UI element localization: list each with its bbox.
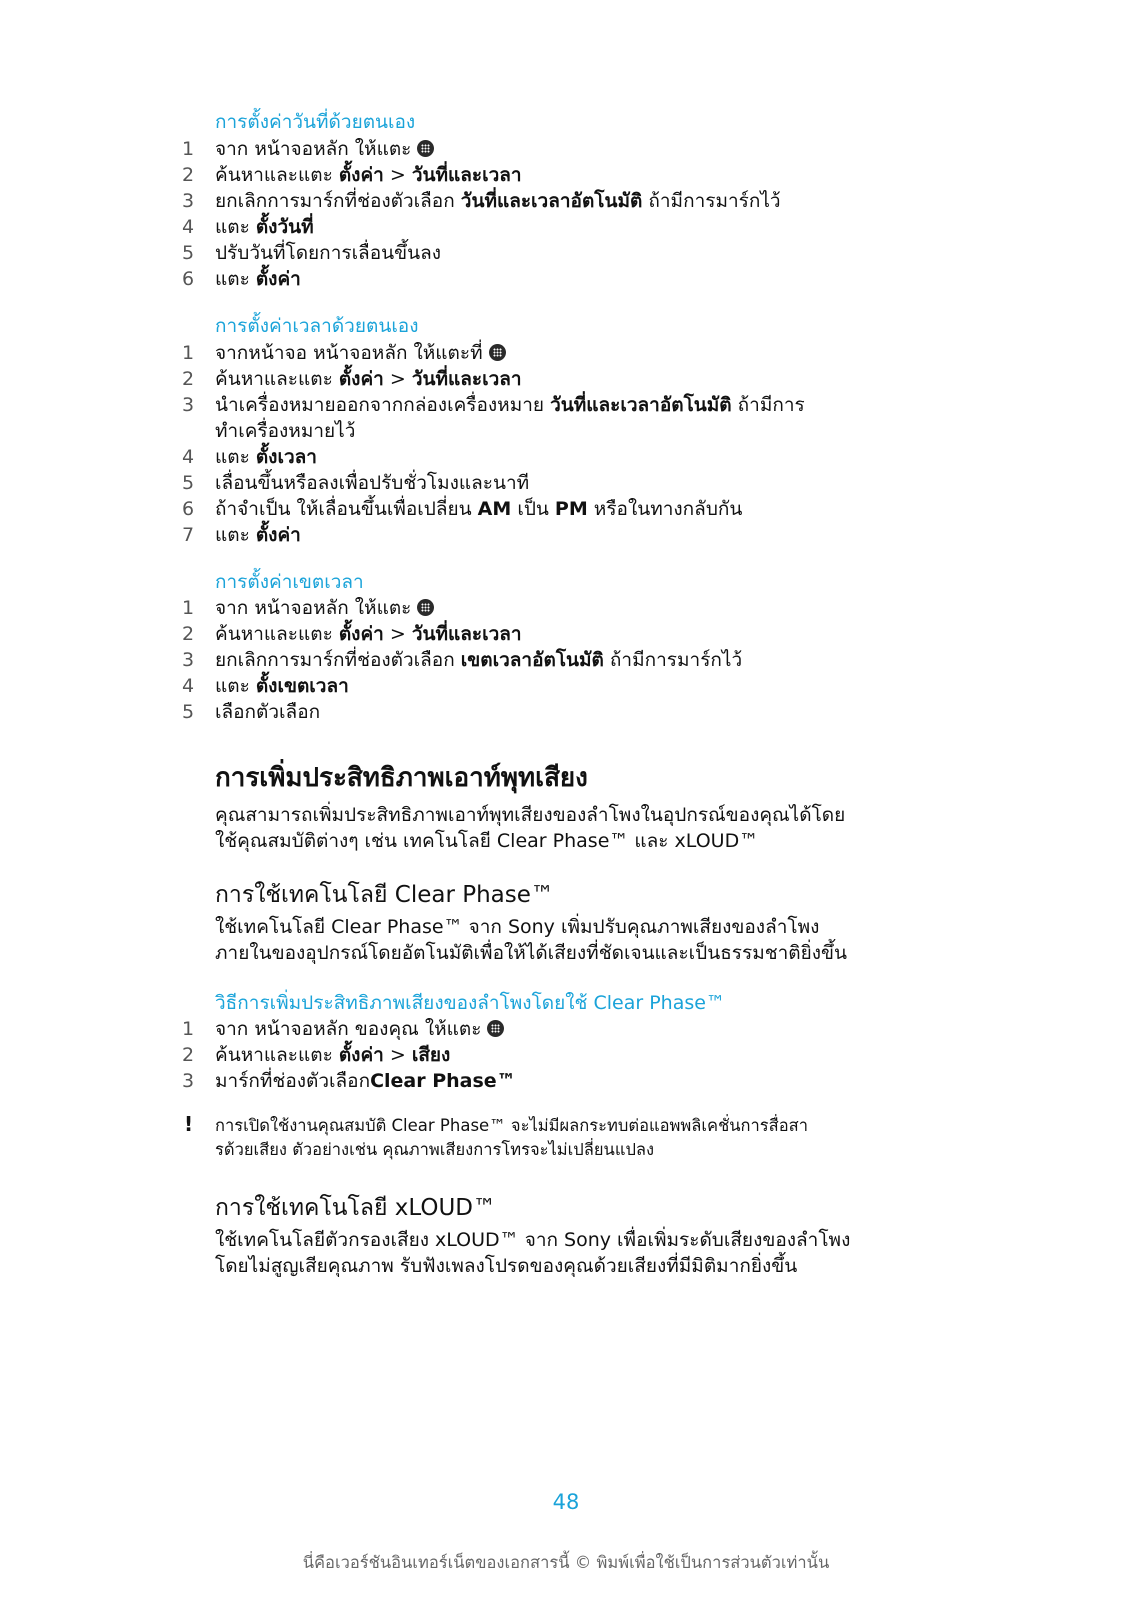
note-line1: การเปิดใช้งานคุณสมบัติ Clear Phase™ จะไม่มีผลกระทบต่อแอพพลิเคชั่นการสื่อสา <box>215 1116 808 1135</box>
step-ui-term: ตั้งเวลา <box>255 446 317 468</box>
step-text: ค้นหาและแตะ ตั้งค่า > เสียง <box>215 1044 451 1066</box>
step-number: 1 <box>182 597 195 619</box>
step-number: 4 <box>182 675 195 697</box>
note-line2: รด้วยเสียง ตัวอย่างเช่น คุณภาพเสียงการโทรจะไม่เปลี่ยนแปลง <box>215 1140 655 1159</box>
step-text-continuation: ทำเครื่องหมายไว้ <box>215 420 356 442</box>
heading-xloud: การใช้เทคโนโลยี xLOUD™ <box>215 1195 497 1221</box>
step-number: 6 <box>182 498 195 520</box>
step-number: 3 <box>182 190 195 212</box>
page-number: 48 <box>552 1490 580 1514</box>
step-text: ปรับวันที่โดยการเลื่อนขึ้นลง <box>215 242 441 264</box>
step-text: ยกเลิกการมาร์กที่ช่องตัวเลือก วันที่และเวลาอัตโนมัติ ถ้ามีการมาร์กไว้ <box>215 190 781 212</box>
step-number: 3 <box>182 1070 195 1092</box>
step-text: มาร์กที่ช่องตัวเลือกClear Phase™ <box>215 1070 516 1092</box>
step-number: 2 <box>182 164 195 186</box>
step-ui-term: ตั้งค่า <box>338 368 384 390</box>
step-number: 1 <box>182 1018 195 1040</box>
step-number: 3 <box>182 649 195 671</box>
step-number: 5 <box>182 701 195 723</box>
xloud-para-line2: โดยไม่สูญเสียคุณภาพ รับฟังเพลงโปรดของคุณด้วยเสียงที่มีมิติมากยิ่งขึ้น <box>215 1255 798 1277</box>
step-text: ถ้าจำเป็น ให้เลื่อนขึ้นเพื่อเปลี่ยน AM เป็น PM หรือในทางกลับกัน <box>215 498 743 520</box>
step-number: 2 <box>182 623 195 645</box>
step-number: 3 <box>182 394 195 416</box>
step-number: 2 <box>182 368 195 390</box>
step-ui-term: ตั้งเขตเวลา <box>255 675 349 697</box>
section-title-set-date: การตั้งค่าวันที่ด้วยตนเอง <box>215 111 416 133</box>
step-ui-term: ตั้งค่า <box>255 524 301 546</box>
step-text: แตะ ตั้งค่า <box>215 524 301 546</box>
step-text: แตะ ตั้งเวลา <box>215 446 317 468</box>
step-ui-term: PM <box>554 498 588 520</box>
heading-clear-phase: การใช้เทคโนโลยี Clear Phase™ <box>215 882 554 908</box>
step-number: 5 <box>182 472 195 494</box>
step-text: ยกเลิกการมาร์กที่ช่องตัวเลือก เขตเวลาอัตโนมัติ ถ้ามีการมาร์กไว้ <box>215 649 743 671</box>
step-text: จากหน้าจอ หน้าจอหลัก ให้แตะที่ <box>215 340 506 366</box>
step-number: 6 <box>182 268 195 290</box>
step-ui-term: วันที่และเวลา <box>411 164 522 186</box>
step-text: นำเครื่องหมายออกจากกล่องเครื่องหมาย วันที่และเวลาอัตโนมัติ ถ้ามีการ <box>215 394 805 416</box>
step-text: ค้นหาและแตะ ตั้งค่า > วันที่และเวลา <box>215 368 522 390</box>
step-ui-term: AM <box>477 498 512 520</box>
step-number: 1 <box>182 138 195 160</box>
apps-grid-icon <box>487 1020 504 1037</box>
footer-note: นี่คือเวอร์ชันอินเทอร์เน็ตของเอกสารนี้ © พิมพ์เพื่อใช้เป็นการส่วนตัวเท่านั้น <box>302 1553 830 1572</box>
step-text: แตะ ตั้งเขตเวลา <box>215 675 349 697</box>
step-ui-term: ตั้งค่า <box>338 164 384 186</box>
step-text: ค้นหาและแตะ ตั้งค่า > วันที่และเวลา <box>215 623 522 645</box>
clear-phase-para-line1: ใช้เทคโนโลยี Clear Phase™ จาก Sony เพิ่มปรับคุณภาพเสียงของลำโพง <box>215 916 820 938</box>
step-number: 4 <box>182 446 195 468</box>
apps-grid-icon <box>417 140 434 157</box>
step-number: 1 <box>182 342 195 364</box>
step-number: 4 <box>182 216 195 238</box>
step-number: 5 <box>182 242 195 264</box>
audio-intro-line2: ใช้คุณสมบัติต่างๆ เช่น เทคโนโลยี Clear Phase™ และ xLOUD™ <box>215 830 759 852</box>
section-title-clear-phase: วิธีการเพิ่มประสิทธิภาพเสียงของลำโพงโดยใช้ Clear Phase™ <box>215 992 725 1014</box>
step-ui-term: ตั้งค่า <box>255 268 301 290</box>
step-ui-term: วันที่และเวลา <box>411 368 522 390</box>
heading-audio-output: การเพิ่มประสิทธิภาพเอาท์พุทเสียง <box>215 763 588 793</box>
step-text: ค้นหาและแตะ ตั้งค่า > วันที่และเวลา <box>215 164 522 186</box>
xloud-para-line1: ใช้เทคโนโลยีตัวกรองเสียง xLOUD™ จาก Sony เพื่อเพิ่มระดับเสียงของลำโพง <box>215 1229 851 1251</box>
step-number: 7 <box>182 524 195 546</box>
step-text: เลือกตัวเลือก <box>215 701 321 723</box>
step-ui-term: ตั้งวันที่ <box>255 216 314 238</box>
step-ui-term: ตั้งค่า <box>338 623 384 645</box>
apps-grid-icon <box>417 599 434 616</box>
step-ui-term: วันที่และเวลาอัตโนมัติ <box>460 190 643 212</box>
step-text: จาก หน้าจอหลัก ของคุณ ให้แตะ <box>215 1016 504 1042</box>
step-ui-term: ตั้งค่า <box>338 1044 384 1066</box>
step-ui-term: เสียง <box>411 1044 451 1066</box>
warning-icon: ! <box>184 1112 194 1136</box>
section-title-set-time: การตั้งค่าเวลาด้วยตนเอง <box>215 315 419 337</box>
step-ui-term: วันที่และเวลาอัตโนมัติ <box>550 394 732 416</box>
step-number: 2 <box>182 1044 195 1066</box>
step-text: จาก หน้าจอหลัก ให้แตะ <box>215 136 434 162</box>
step-text: จาก หน้าจอหลัก ให้แตะ <box>215 595 434 621</box>
step-ui-term: เขตเวลาอัตโนมัติ <box>460 649 604 671</box>
apps-grid-icon <box>489 344 506 361</box>
audio-intro-line1: คุณสามารถเพิ่มประสิทธิภาพเอาท์พุทเสียงของลำโพงในอุปกรณ์ของคุณได้โดย <box>215 804 846 826</box>
step-text: แตะ ตั้งค่า <box>215 268 301 290</box>
step-text: แตะ ตั้งวันที่ <box>215 216 314 238</box>
clear-phase-para-line2: ภายในของอุปกรณ์โดยอัตโนมัติเพื่อให้ได้เสียงที่ชัดเจนและเป็นธรรมชาติยิ่งขึ้น <box>215 942 848 964</box>
section-title-set-timezone: การตั้งค่าเขตเวลา <box>215 571 364 593</box>
step-ui-term: Clear Phase™ <box>370 1070 516 1092</box>
step-text: เลื่อนขึ้นหรือลงเพื่อปรับชั่วโมงและนาที <box>215 472 530 494</box>
step-ui-term: วันที่และเวลา <box>411 623 522 645</box>
